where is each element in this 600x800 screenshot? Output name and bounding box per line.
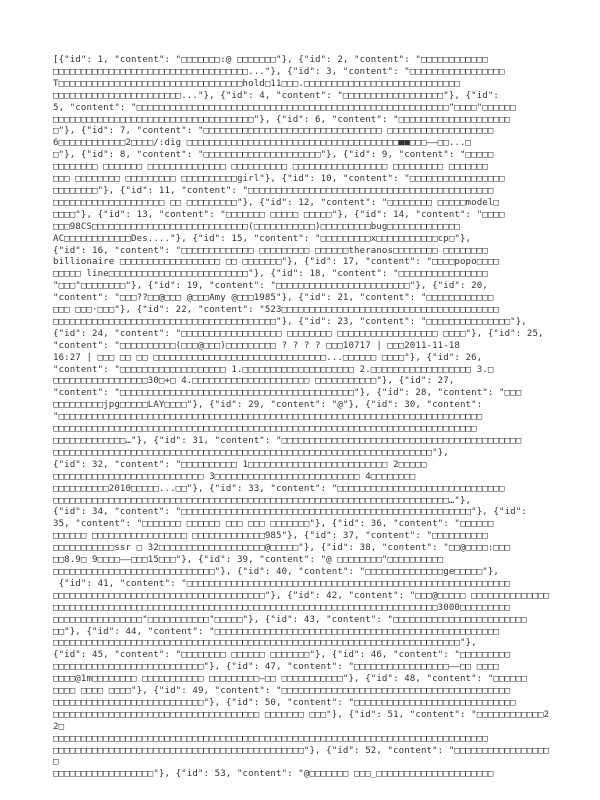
text-line: □□□□ □□□□ □□□□"}, {"id": 49, "content": "□□□□□□□□□□□□□□□□□□□□□□□□□□□□□□□□□□□□□□□□□ (53, 686, 511, 697)
text-line: "□□□□□□□□□□□□□□□□□□□□□□□□□□□□□□□□□□□□□□□□□□□□□□□□□□□□□□□□□□□□□□□□□□□□□□□□□□□□ (53, 412, 483, 423)
text-line: □□□□□□ □□□□□□□□□□□□□□□□□ □□□□□□□□□□□□□985"}, {"id": 37, "content": "□□□□□□□□□□ (53, 531, 488, 542)
text-line: {"id": 34, "content": "□□□□□□□□□□□□□□□□□□□□□□□□□□□□□□□□□□□□□□□□□□□□□□□□□□□□"}, {"id": (53, 507, 527, 518)
text-line: □□□□□□□□□□□□□□□□□30□+□ 4.□□□□□□□□□□□□□□□□□□□□□ □□□□□□□□□□□"}, {"id": 27, (53, 376, 455, 387)
text-line: □"}, {"id": 7, "content": "□□□□□□□□□□□□□□□□□□□□□□□□□□□□□□□□ □□□□□□□□□□□□□□□□□□□ (53, 126, 494, 137)
text-line: AC□□□□□□□□□□□□Des...."}, {"id": 15, "content": "□□□□□□□□□x□□□□□□□□□□□cp□"}, (53, 233, 472, 244)
text-line: 35, "content": "□□□□□□□ □□□□□□ □□□ □□□ □□□□□□□"}, {"id": 36, "content": "□□□□□□ (53, 519, 494, 530)
text-line: □□□□□□□□□□□□□□□□□□□□□□□□□□□□□□□□□□□□□□□□□□□□□"}, {"id": 52, "content": "□□□□□□□□□□□□□□□□□□ (53, 745, 550, 768)
text-line: □□□□□□□□□□□□□□□□□□□□□□□□□□□□□□□□□□□□"}, {"id": 6, "content": "□□□□□□□□□□□□□□□□□□□□ (53, 114, 511, 125)
text-line: □□□□□□□□□□□□□□□□□□□□□□□□□□□□□□□□□□□□□□□□"}, {"id": 23, "content": "□□□□□□□□□□□□□□□"}, (53, 316, 527, 327)
text-line: □□□□□□□□□□□□□□□□□□□□□□□□□□□□□□□□□□□□□□□□□□□□□□□□□□□□□□□□□□□□□□□□□□□□□3000□□□□□□□□□ (53, 602, 511, 613)
text-line: [{"id": 1, "content": "□□□□□□□:@ □□□□□□□"}, {"id": 2, "content": "□□□□□□□□□□□□ (53, 55, 488, 65)
text-line: □□□ □□□□□□□□ □□□□□□□□□ □□□□□□□□□□girl"}, {"id": 10, "content": "□□□□□□□□□□□□□□□□□ (53, 174, 505, 185)
text-line: □□8.9□ 9□□□□——□□□15□□□"}, {"id": 39, "content": "@ □□□□□□□□"□□□□□□□□□□ (53, 555, 444, 566)
text-line: □□□□□□□□□□□□□□□□□□□□ □□ □□□□□□□□□"}, {"id": 12, "content": "□□□□□□□□ □□□□□model□ (53, 197, 499, 208)
document-page (53, 55, 553, 780)
text-line: "content": "□□□□□□□□□□□□□□□□□□□□□□□□□□□□□□□□□□□□□□□□□□"}, {"id": 28, "content": "□□□ (53, 388, 522, 399)
text-line: □□□□□□□□□□□□□□□□□□□□□□□..."}, {"id": 4, "content": "□□□□□□□□□□□□□□□□□□"}, {"id": (53, 90, 499, 101)
text-line: □□□□□□□□□□□□□…"}, {"id": 31, "content": "□□□□□□□□□□□□□□□□□□□□□□□□□□□□□□□□□□□□□□□□□□□ (53, 436, 522, 446)
text-line: □□□□□□□□□□□□□□□□□□□□□□□□□□□□□"}, {"id": 40, "content": "□□□□□□□□□□□□□□ge□□□□□"}, (53, 566, 499, 577)
text-line: □□□□□□□□□□□□□□□□□□□□□□□□□□□□□□□□□□□□□ □□□□□□□ □□□"}, {"id": 51, "content": "□□□□□□□□□□□□22□ (53, 709, 550, 732)
text-line: {"id": 32, "content": "□□□□□□□□□□ 1□□□□□□□□□□□□□□□□□□□□□□□□□ 2□□□□□ (53, 459, 427, 470)
text-line: 6□□□□□□□□□□□□2□□□□/:dig □□□□□□□□□□□□□□□□□□□□□□□□□□□□□□□□□□□□□□■■□□□——□□...□ (53, 138, 472, 149)
text-line: □□□□□□□□□□□□□□□□□□□□□□□□□□□□□□□□□□□..."}, {"id": 3, "content": "□□□□□□□□□□□□□□□□□ (53, 66, 505, 77)
text-line: □□□□□□□□□□□ssr □ 32□□□□□□□□□□□□□□□□□□□@□□□□□"}, {"id": 38, "content": "□□@□□□□:□□□ (53, 543, 511, 554)
text-line: {"id": 16, "content": "□□□□□□□□□□□□□ □□□□□□□□□ □□□□□□theranos□□□□□□□□ □□□□□□□□ (53, 245, 488, 256)
text-line: □□□ □□□·□□□"}, {"id": 22, "content": "523□□□□□□□□□□□□□□□□□□□□□□□□□□□□□□□□□□□□□□□ (53, 305, 499, 316)
text-line: "content": "□□□??□□@□□□ @□□□Amy @□□□1985"}, {"id": 21, "content": "□□□□□□□□□□□□ (53, 293, 494, 304)
text-line: □□□□□□□□□□□□□□□□□□□□□□□□□□□□□□□□□□□□□□□□□□□□□□□□□□□□□□□□□□□□□□□□□□□□□□□□□□□□□□ (53, 733, 488, 744)
text-line: {"id": 41, "content": "□□□□□□□□□□□□□□□□□□□□□□□□□□□□□□□□□□□□□□□□□□□□□□□□□□□□□□□□□□ (53, 578, 511, 589)
text-line: □□"}, {"id": 44, "content": "□□□□□□□□□□□□□□□□□□□□□□□□□□□□□□□□□□□□□□□□□□□□□□□□□□□ (53, 626, 499, 637)
text-line: {"id": 24, "content": "□□□□□□□□□□□□□□□□□□ □□□□□□□□ □□□□□□□□□□□□□□□□□□ □□□□"}, {"id": 25, (53, 328, 544, 339)
text-line: □□□□□□□□□□□□□□□□"□□□□□□□□□□□"□□□□□"}, {"id": 43, "content": "□□□□□□□□□□□□□□□□□□□□□□□□ (53, 614, 527, 625)
text-line: □□□□□□□□□□□□□□□□□□□□□□□□□□□ 3□□□□□□□□□□□□□□□□□□□□□□□□□□ 4□□□□□□□□ (53, 471, 416, 482)
text-line: □□□□□□□□□jpg□□□□□LAY□□□□"}, {"id": 29, "content": "@"}, {"id": 30, "content": (53, 400, 483, 411)
text-line: □□□□□□□□□□□□□□□□□□□□□□□□□□□□□□□□□□□□□□□□□□□□□□□□□□□□□□□□□□□□□□□□□□□□□□□□□□□□ (53, 424, 477, 435)
text-line: □□□□□□□□□□□□□□□□□□□□□□□□□□□□□□□□□□□□□□□□□□□□□□□□□□□□□□□□□□□□□□□□□□□□□□□…"}, (53, 495, 472, 506)
text-line: □□□□□□□□ □□□□□□□ □□□□□□□□□□□□□□ □□□□□□□□□□ □□□□□□□□□□□□□□□□□ □□□□□□□□□ □□□□□□□ (53, 162, 488, 173)
text-line: □□□□□ line□□□□□□□□□□□□□□□□□□□□□□□□□"}, {"id": 18, "content": "□□□□□□□□□□□□□□□□ (53, 269, 488, 280)
text-line: □□□□□□□□"}, {"id": 11, "content": "□□□□□□□□□□□□□□□□□□□□□□□□□□□□□□□□□□□□□□□□□□□□ (53, 185, 494, 196)
text-line: □□□□□□□□□□□□□□□□□□□□□□□□□□□□□□□□□□□□□□□□□□□□□□□□□□□□□□□□□□□□□□□□□□□□□□□□□"}, (53, 638, 477, 649)
text-line: "□□□"□□□□□□□□"}, {"id": 19, "content": "□□□□□□□□□□□□□□□□□□□□□□□□"}, {"id": 20, (53, 281, 488, 292)
text-line: □□□□□□□□□□□□□□□□□□□□□□□□□□□"}, {"id": 50, "content": "□□□□□□□□□□□□□□□□□□□□□□□□□□□□□ (53, 697, 516, 708)
text-line: □□□□"}, {"id": 13, "content": "□□□□□□□ □□□□□ □□□□□"}, {"id": 14, "content": "□□□□ (53, 209, 505, 220)
text-line: □□□□□□□□□□□□□□□□□□□□□□□□□□□□□□□□□□□□□□□□□□□□□□□□□□□□□□□□□□□□□□□□□□□□"}, (53, 447, 449, 458)
text-line: T□□□□□□□□□□□□□□□□□□□□□□□□□□□□□□□□□hold□11□□□.□□□□□□□□□□□□□□□□□□□□□□□□□□□□ (53, 78, 460, 89)
text-line: □□□□□□□□□□□□□□□□□□□□□□□□□□□□□□□□□□□□□□"}, {"id": 42, "content": "□□□@□□□□□ □□□□□□□□□□□□□□ (53, 590, 550, 601)
text-line: {"id": 45, "content": "□□□□□□□□ □□□□□□ □□□□□□□"}, {"id": 46, "content": "□□□□□□□□□ (53, 650, 511, 661)
text-line: 16:27 | □□□ □□ □□ □□□□□□□□□□□□□□□□□□□□□□□□□□□□□□□...□□□□□□ □□□□"}, {"id": 26, (53, 352, 483, 363)
text-line: □"}, {"id": 8, "content": "□□□□□□□□□□□□□□□□□□□□□"}, {"id": 9, "content": "□□□□□ (53, 150, 494, 161)
text-line: □□□98CS□□□□□□□□□□□□□□□□□□□□□□□□□□□□(□□□□□□□□□□□)□□□□□□□□□bug□□□□□□□□□□□□□ (53, 221, 460, 232)
text-line: billionaire □□□□□□□□□□□□□□□□□□ □□ □□□□□□□"}, {"id": 17, "content": "□□□□popo□□□□ (53, 257, 499, 268)
text-line: 5, "content": "□□□□□□□□□□□□□□□□□□□□□□□□□□□□□□□□□□□□□□□□□□□□□□□□□□□□□□□□"□□□□"□□□□□□ (53, 102, 516, 113)
text-line: □□□□□□□□□□2010□□□□□...□□"}, {"id": 33, "content": "□□□□□□□□□□□□□□□□□□□□□□□□□□□□□□ (53, 483, 505, 494)
text-line: □□□□□□□□□□□□□□□□□□"}, {"id": 53, "content": "@□□□□□□□ □□□_□□□□□□□□□□□□□□□□□□□□□ (53, 769, 494, 780)
text-line: □□□□□□□□□□□□□□□□□□□□□□□□□□□"}, {"id": 47, "content": "□□□□□□□□□□□□□□□□□——□□ □□□□ (53, 662, 499, 673)
json-text-block (53, 55, 553, 781)
text-line: "content": "□□□□□□□□□□□□□□□□□□□ 1.□□□□□□□□□□□□□□□□□□□□ 2.□□□□□□□□□□□□□□□□□□ 3.□ (53, 364, 494, 375)
text-line: □□□□@1m□□□□□□□□ □□□□□□□□□□□ □□□□□□□□□—□□ □□□□□□□□□□□"}, {"id": 48, "content": "□□□□□□ (53, 674, 527, 685)
text-line: "content": "□□□□□□□□□□(□□□@□□□)□□□□□□□□□ ? ? ? ? □□□10717 | □□□2011-11-18 (53, 340, 460, 351)
